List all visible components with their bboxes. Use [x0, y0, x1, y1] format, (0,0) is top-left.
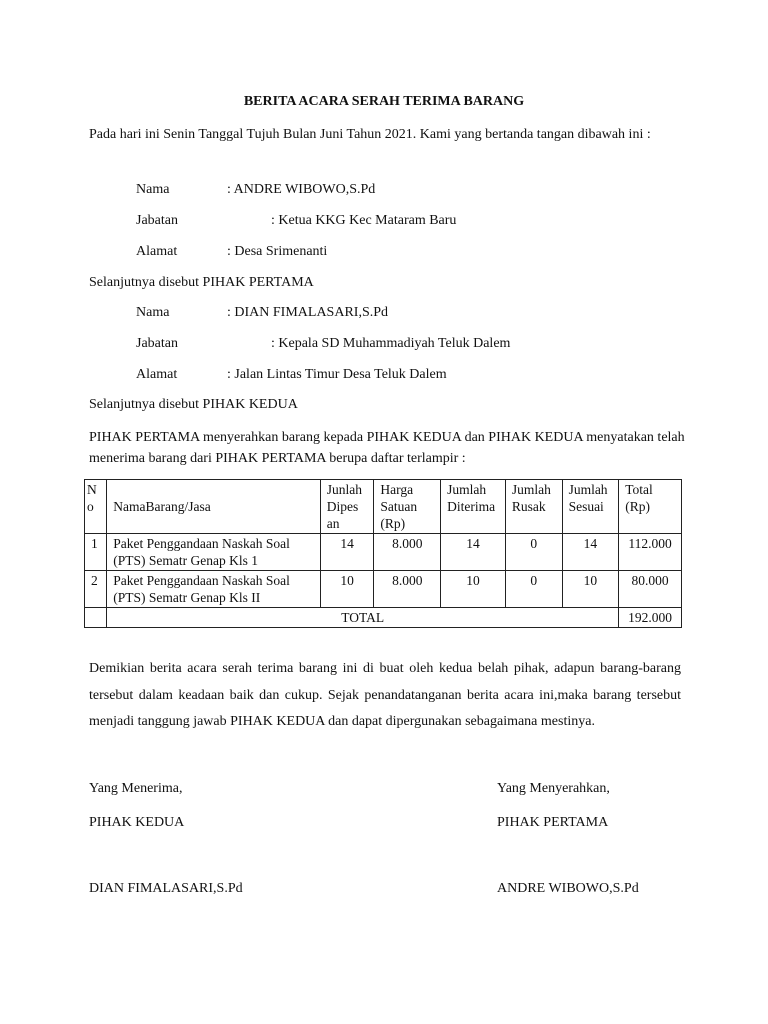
table-total-row [85, 608, 682, 628]
party1-alamat-value: : Desa Srimenanti [227, 244, 328, 259]
row2-item: Paket Penggandaan Naskah Soal (PTS) Sematr Genap Kls II [107, 571, 321, 608]
row2-total: 80.000 [619, 571, 682, 608]
signature-right-name: ANDRE WIBOWO,S.Pd [497, 881, 639, 896]
signature-left-name: DIAN FIMALASARI,S.Pd [89, 881, 243, 896]
items-table [84, 479, 682, 628]
row1-unit-price: 8.000 [374, 534, 441, 571]
party1-jabatan-value: : Ketua KKG Kec Mataram Baru [271, 213, 457, 228]
row1-total: 112.000 [619, 534, 682, 571]
row2-qty-ordered: 10 [320, 571, 374, 608]
header-qty-matching: Jumlah Sesuai [562, 480, 619, 534]
closing-paragraph: Demikian berita acara serah terima barang ini di buat oleh kedua belah pihak, adapun barang-barang tersebut dalam keadaan baik dan cukup. Sejak penandatanganan berita acara ini,maka barang tersebut menjadi tanggung jawab PIHAK KEDUA dan dapat dipergunakan sebagaimana mestinya. [89, 661, 681, 729]
header-qty-ordered: Junlah Dipes an [320, 480, 374, 534]
header-unit-price: Harga Satuan (Rp) [374, 480, 441, 534]
handover-paragraph: PIHAK PERTAMA menyerahkan barang kepada PIHAK KEDUA dan PIHAK KEDUA menyatakan telah menerima barang dari PIHAK PERTAMA berupa daftar terlampir : [89, 430, 685, 466]
table-header-row [85, 480, 682, 534]
row2-no: 2 [85, 571, 107, 608]
party1-jabatan-label: Jabatan [136, 213, 178, 228]
party2-jabatan-label: Jabatan [136, 336, 178, 351]
document-title: BERITA ACARA SERAH TERIMA BARANG [243, 94, 525, 109]
party1-alamat-label: Alamat [136, 244, 178, 259]
party2-designation: Selanjutnya disebut PIHAK KEDUA [89, 397, 298, 412]
total-row-blank [85, 608, 107, 628]
party1-designation: Selanjutnya disebut PIHAK PERTAMA [89, 275, 314, 290]
header-total: Total (Rp) [619, 480, 682, 534]
row1-item: Paket Penggandaan Naskah Soal (PTS) Sematr Genap Kls 1 [107, 534, 321, 571]
table-row [85, 571, 682, 608]
party2-nama-label: Nama [136, 305, 170, 320]
party2-nama-value: : DIAN FIMALASARI,S.Pd [227, 305, 389, 320]
row1-qty-matching: 14 [562, 534, 619, 571]
party2-alamat-value: : Jalan Lintas Timur Desa Teluk Dalem [227, 367, 447, 382]
row2-unit-price: 8.000 [374, 571, 441, 608]
total-value: 192.000 [619, 608, 682, 628]
header-qty-received: Jumlah Diterima [441, 480, 506, 534]
row1-qty-damaged: 0 [505, 534, 562, 571]
signature-right-role: PIHAK PERTAMA [497, 815, 609, 830]
row2-qty-damaged: 0 [505, 571, 562, 608]
header-qty-damaged: Jumlah Rusak [505, 480, 562, 534]
party1-nama-label: Nama [136, 182, 170, 197]
signature-right-heading: Yang Menyerahkan, [497, 781, 610, 796]
header-item-name: NamaBarang/Jasa [107, 480, 321, 534]
row1-qty-ordered: 14 [320, 534, 374, 571]
intro-paragraph: Pada hari ini Senin Tanggal Tujuh Bulan Juni Tahun 2021. Kami yang bertanda tangan dibawah ini : [89, 127, 651, 142]
table-row [85, 534, 682, 571]
party1-nama-value: : ANDRE WIBOWO,S.Pd [227, 182, 376, 197]
signature-left-heading: Yang Menerima, [89, 781, 183, 796]
row2-qty-matching: 10 [562, 571, 619, 608]
party2-jabatan-value: : Kepala SD Muhammadiyah Teluk Dalem [271, 336, 511, 351]
row1-no: 1 [85, 534, 107, 571]
row1-qty-received: 14 [441, 534, 506, 571]
header-no: N o [85, 480, 107, 534]
signature-left-role: PIHAK KEDUA [89, 815, 185, 830]
row2-qty-received: 10 [441, 571, 506, 608]
total-label: TOTAL [107, 608, 619, 628]
party2-alamat-label: Alamat [136, 367, 178, 382]
